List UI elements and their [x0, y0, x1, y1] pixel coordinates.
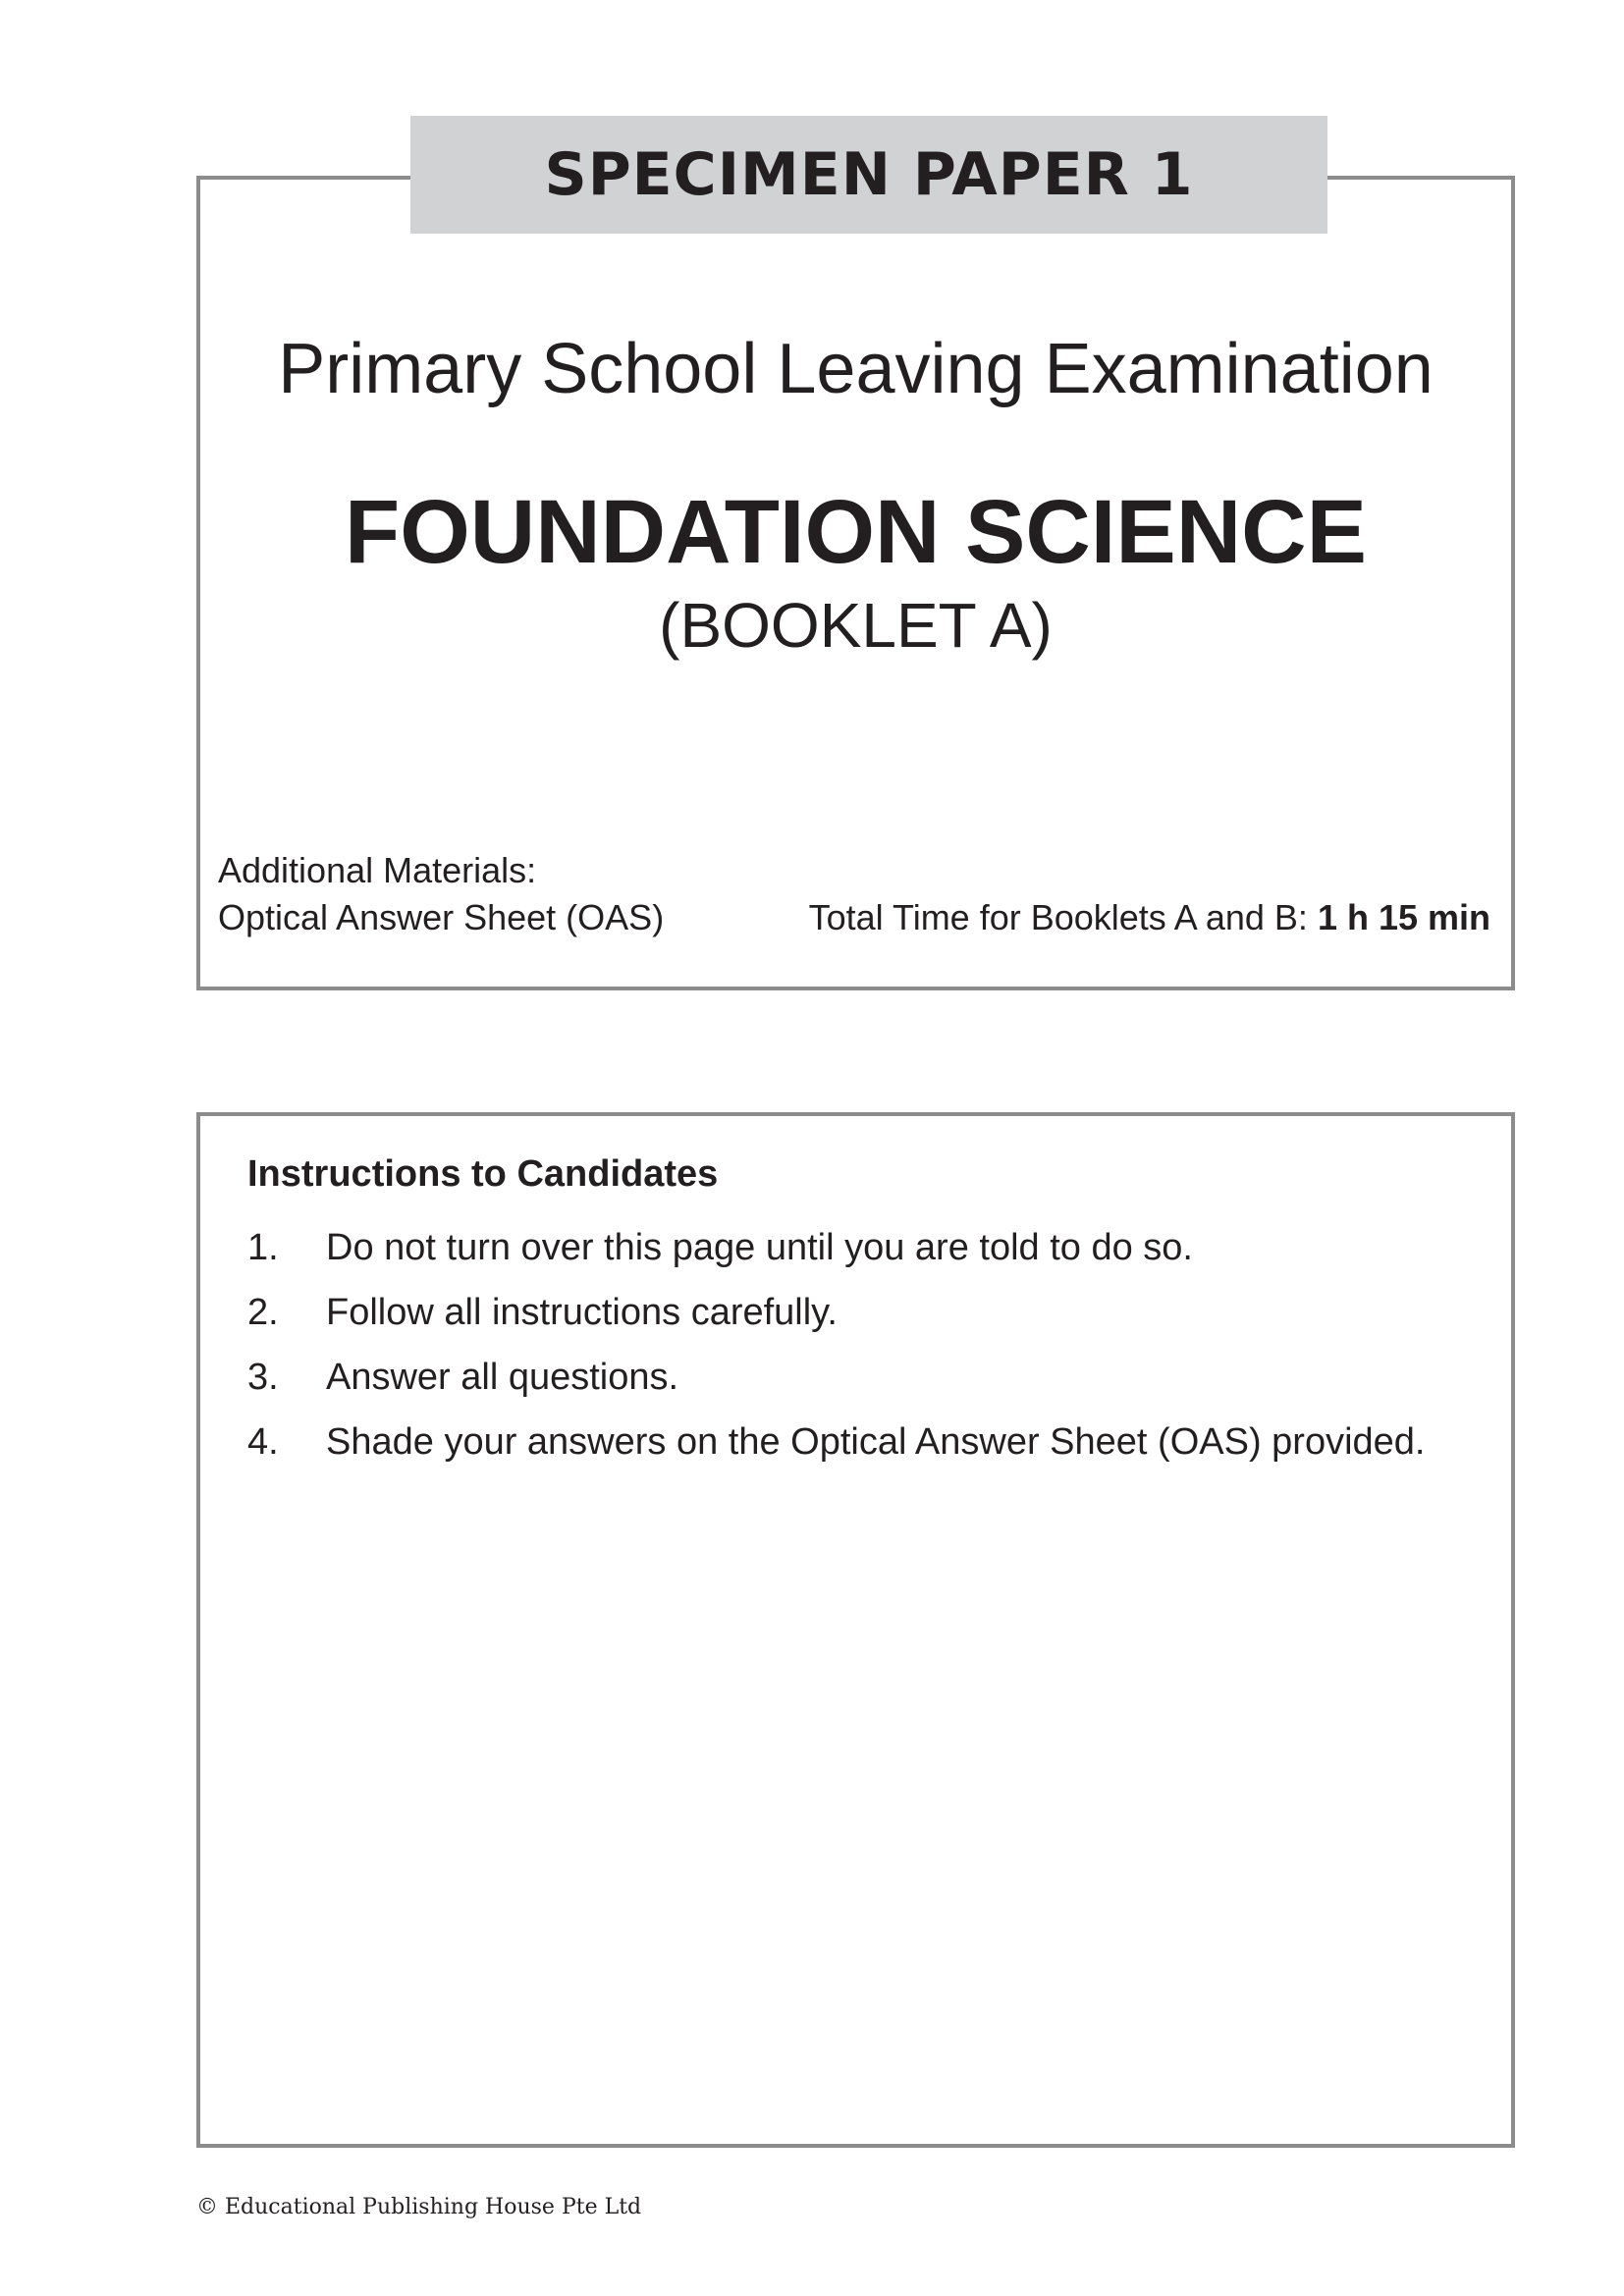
additional-materials-item: Optical Answer Sheet (OAS): [218, 897, 665, 937]
instruction-text: Do not turn over this page until you are told to do so.: [326, 1227, 1193, 1268]
total-time-value: 1 h 15 min: [1317, 897, 1490, 937]
instructions-heading: Instructions to Candidates: [247, 1153, 719, 1195]
instruction-text: Shade your answers on the Optical Answer Sheet (OAS) provided.: [326, 1421, 1426, 1463]
instruction-number: 1.: [247, 1227, 279, 1268]
total-time: [809, 897, 1490, 938]
exam-name: Primary School Leaving Examination: [278, 330, 1434, 408]
copyright-footer: © Educational Publishing House Pte Ltd: [196, 2195, 642, 2219]
subject-title: FOUNDATION SCIENCE: [345, 482, 1367, 582]
instruction-number: 4.: [247, 1421, 279, 1463]
instruction-item: [247, 1225, 1425, 1290]
instruction-item: [247, 1290, 1425, 1355]
total-time-label: Total Time for Booklets A and B:: [808, 897, 1308, 937]
additional-materials-label: Additional Materials:: [218, 850, 537, 890]
instruction-number: 3.: [247, 1357, 279, 1398]
banner-title: SPECIMEN PAPER 1: [544, 140, 1194, 209]
instruction-text: Answer all questions.: [326, 1357, 679, 1398]
instruction-text: Follow all instructions carefully.: [326, 1292, 838, 1333]
instructions-list: [247, 1225, 1425, 1484]
specimen-banner: [410, 116, 1327, 234]
booklet-label: (BOOKLET A): [659, 590, 1053, 661]
instruction-item: [247, 1355, 1425, 1419]
instruction-item: [247, 1419, 1425, 1484]
instruction-number: 2.: [247, 1292, 279, 1333]
